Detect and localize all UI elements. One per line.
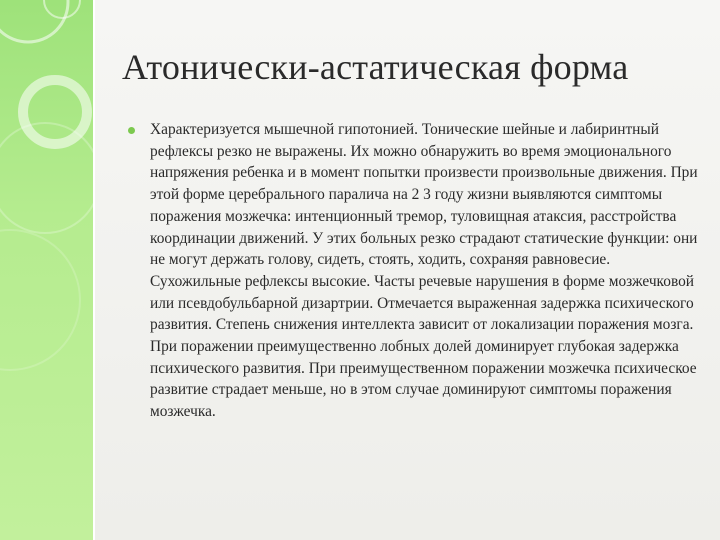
- slide-title: Атонически-астатическая форма: [122, 47, 629, 87]
- decorative-green-band: [0, 0, 95, 540]
- decorative-circles: [0, 0, 95, 540]
- bullet-dot-icon: [128, 127, 135, 134]
- bullet-text: Характеризуется мышечной гипотонией. Тонические шейные и лабиринтный рефлексы резко не выражены. Их можно обнаружить во время эмоционального напряжения ребенка и в момент попытки произвести произвольные движения. При этой форме церебрального паралича на 2 3 году жизни выявляются симптомы поражения мозжечка: интенционный тремор, туловищная атаксия, расстройства координации движений. У этих больных резко страдают статические функции: они не могут держать голову, сидеть, стоять, ходить, сохраняя равновесие. Сухожильные рефлексы высокие. Часты речевые нарушения в форме мозжечковой или псевдобульбарной дизартрии. Отмечается выраженная задержка психического развития. Степень снижения интеллекта зависит от локализации поражения мозга. При поражении преимущественно лобных долей доминирует глубокая задержка психического развития. При преимущественном поражении мозжечка психическое развитие страдает меньше, но в этом случае доминируют симптомы поражения мозжечка.: [150, 121, 698, 421]
